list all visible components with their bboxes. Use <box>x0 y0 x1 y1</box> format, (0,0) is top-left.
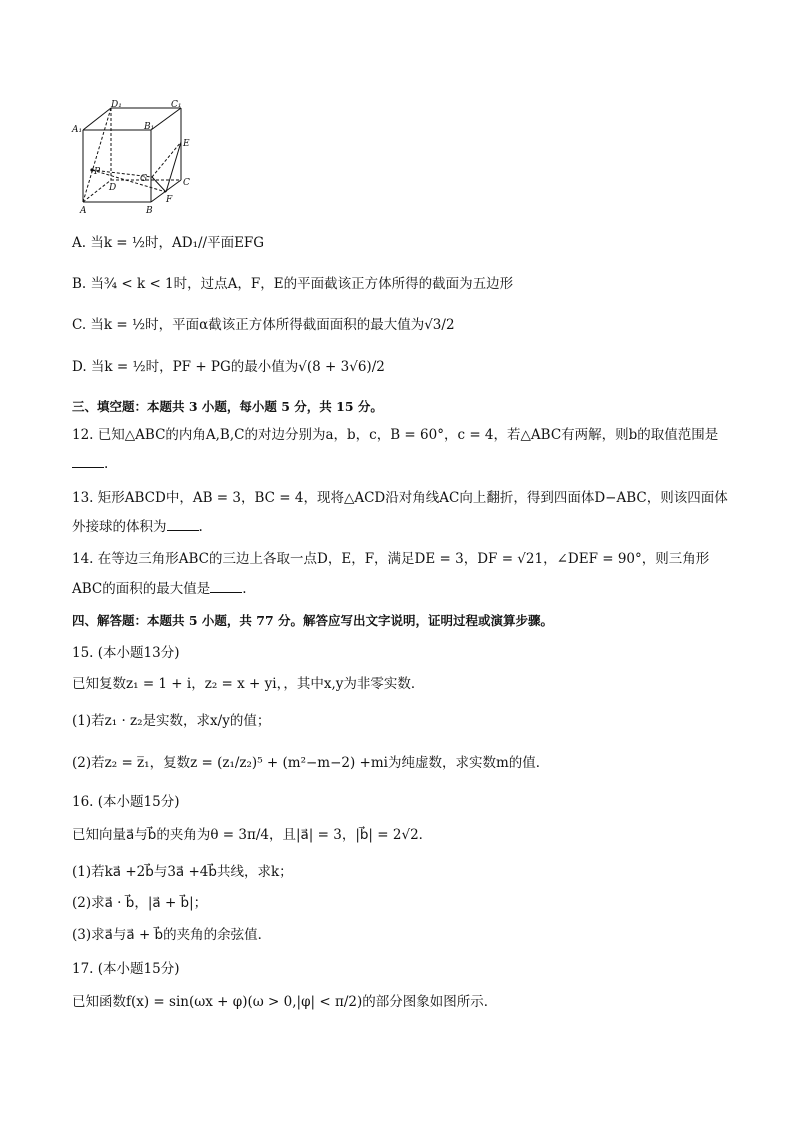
q16-part2: (2)求a⃗ · b⃗，|a⃗ + b⃗|； <box>72 895 208 911</box>
q17-stem: 已知函数f(x) = sin(ωx + φ)(ω > 0,|φ| < π/2)的部分图象如图所示． <box>72 994 498 1010</box>
answer-blank <box>210 580 242 593</box>
option-c: C. 当k = ½时，平面α截该正方体所得截面面积的最大值为√3/2 <box>72 317 455 333</box>
q13-line2-text: 外接球的体积为 <box>72 519 167 535</box>
answer-blank <box>167 518 199 531</box>
label-a: A <box>80 206 87 216</box>
section-3-heading: 三、填空题：本题共 3 小题，每小题 5 分，共 15 分。 <box>72 399 383 414</box>
q14-line2-text: ABC的面积的最大值是 <box>72 581 211 597</box>
q13-line2 <box>72 518 203 536</box>
label-d1: D₁ <box>111 100 122 110</box>
option-a: A. 当k = ½时，AD₁//平面EFG <box>72 235 265 251</box>
q15-head: 15. (本小题13分) <box>72 645 180 661</box>
label-d: D <box>109 183 117 193</box>
label-c1: C₁ <box>171 100 182 110</box>
q17-head: 17. (本小题15分) <box>72 961 180 977</box>
label-c: C <box>183 178 190 188</box>
q14-line1: 14. 在等边三角形ABC的三边上各取一点D，E，F，满足DE = 3，DF = √21，∠DEF = 90°，则三角形 <box>72 551 710 567</box>
label-g: G <box>140 174 148 184</box>
q12-period: . <box>104 456 109 472</box>
q13-period: . <box>198 519 203 535</box>
q15-stem: 已知复数z₁ = 1 + i，z₂ = x + yi，，其中x,y为非零实数． <box>72 676 425 692</box>
cube-figure <box>70 98 200 218</box>
q14-line2 <box>72 580 247 598</box>
label-a1: A₁ <box>72 125 83 135</box>
label-b: B <box>146 206 153 216</box>
q16-head: 16. (本小题15分) <box>72 794 180 810</box>
answer-blank <box>72 455 104 468</box>
option-d: D. 当k = ½时，PF + PG的最小值为√(8 + 3√6)/2 <box>72 359 385 375</box>
label-e: E <box>183 139 190 149</box>
label-p: P <box>94 167 101 177</box>
q12-line2 <box>72 455 108 473</box>
q16-part3: (3)求a⃗与a⃗ + b⃗的夹角的余弦值． <box>72 927 272 943</box>
q15-part1: (1)若z₁ · z₂是实数，求x/y的值； <box>72 713 271 729</box>
q16-part1: (1)若ka⃗ +2b⃗与3a⃗ +4b⃗共线，求k； <box>72 864 293 880</box>
q12-line1: 12. 已知△ABC的内角A,B,C的对边分别为a，b，c，B = 60°，c = 4，若△ABC有两解，则b的取值范围是 <box>72 427 719 443</box>
option-b: B. 当¾ < k < 1时，过点A，F，E的平面截该正方体所得的截面为五边形 <box>72 276 514 292</box>
q16-stem: 已知向量a⃗与b⃗的夹角为θ = 3π/4，且|a⃗| = 3，|b⃗| = 2√2． <box>72 827 433 843</box>
q15-part2: (2)若z₂ = z̅₁，复数z = (z₁/z₂)⁵ + (m²−m−2) +mi为纯虚数，求实数m的值． <box>72 755 550 771</box>
section-4-heading: 四、解答题：本题共 5 小题，共 77 分。解答应写出文字说明，证明过程或演算步骤。 <box>72 613 554 628</box>
label-f: F <box>166 195 173 205</box>
q13-line1: 13. 矩形ABCD中，AB = 3，BC = 4，现将△ACD沿对角线AC向上翻折，得到四面体D−ABC，则该四面体 <box>72 490 728 506</box>
label-b1: B₁ <box>144 122 155 132</box>
q14-period: . <box>242 581 247 597</box>
